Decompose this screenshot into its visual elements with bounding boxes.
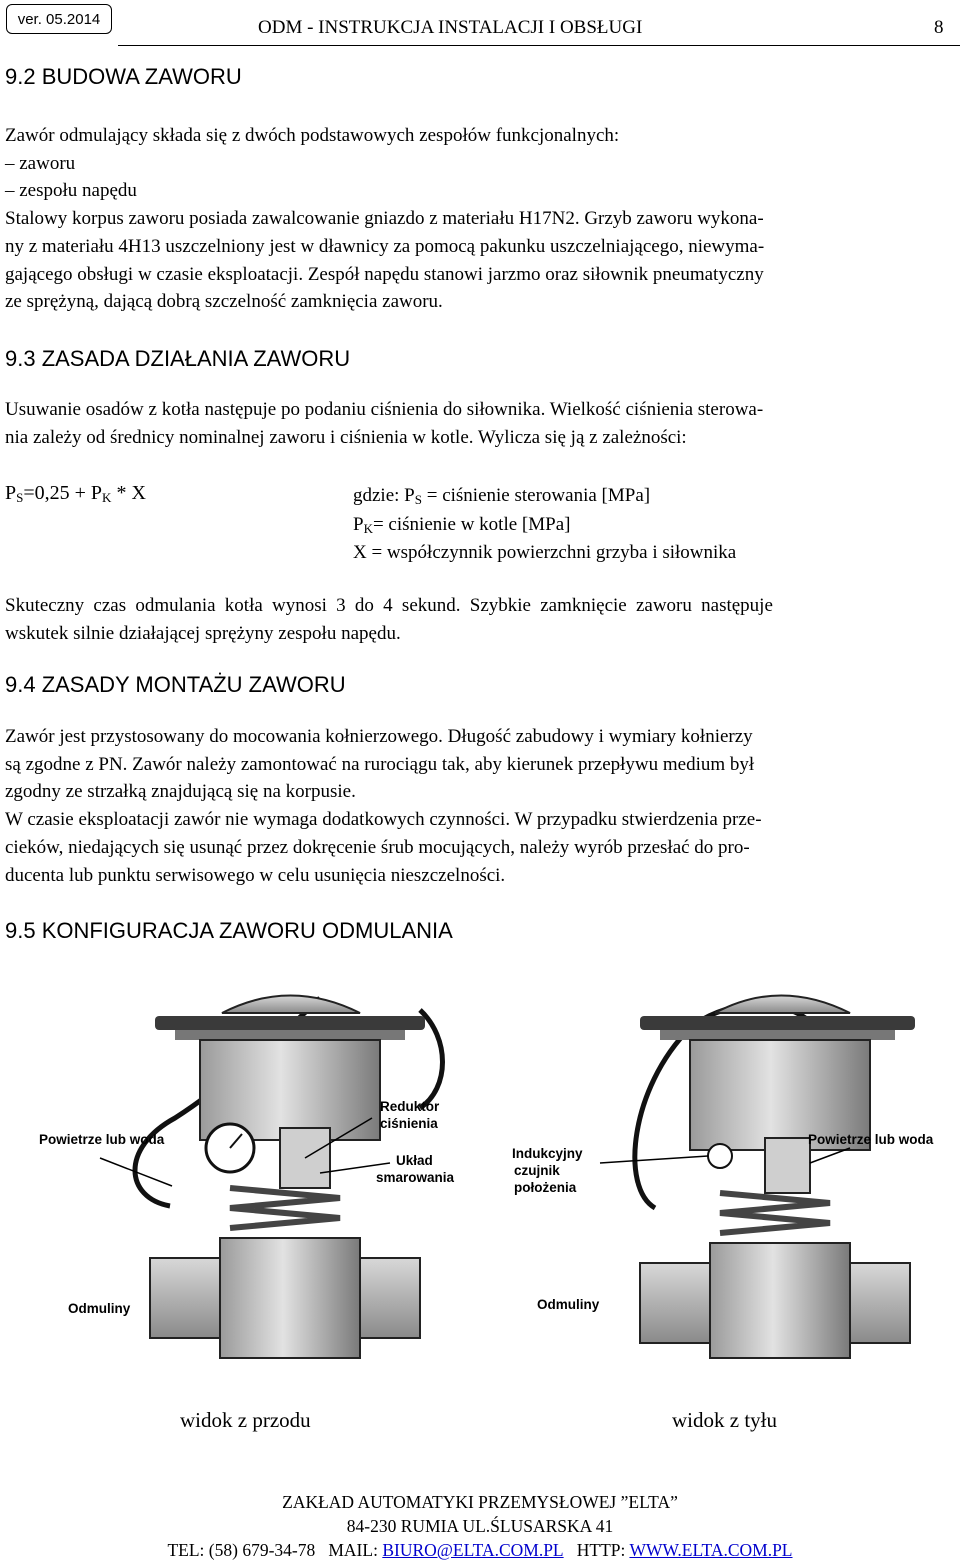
legend-text: gdzie: P (353, 485, 415, 506)
paragraph-line: wskutek silnie działającej sprężyny zespołu napędu. (5, 622, 401, 644)
formula-legend (353, 482, 736, 568)
valve-configuration-figure (0, 958, 960, 1378)
back-valve-body (710, 1243, 850, 1358)
front-actuator-flange (155, 1016, 425, 1030)
page-number: 8 (934, 17, 944, 38)
formula-sub-s: S (16, 490, 24, 505)
leader-sensor (600, 1156, 708, 1163)
footer-http-label: HTTP: (576, 1540, 626, 1560)
label-drain-front: Odmuliny (68, 1301, 131, 1316)
formula-end: * X (111, 482, 146, 504)
back-actuator-dome (715, 996, 850, 1014)
footer-mail-label: MAIL: (328, 1540, 378, 1560)
paragraph-line: cieków, niedających się usunąć przez dokręcenie śrub mocujących, należy wyrób przesłać do pro- (5, 836, 750, 858)
back-actuator-flange (640, 1016, 915, 1030)
section-9-4-body (5, 723, 955, 889)
document-title: ODM - INSTRUKCJA INSTALACJI I OBSŁUGI (258, 17, 643, 38)
formula-p: P (5, 482, 17, 504)
legend-line-x: X = współczynnik powierzchni grzyba i siłownika (353, 542, 737, 563)
label-air-front: Powietrze lub woda (39, 1132, 165, 1147)
front-actuator-ring (175, 1030, 405, 1040)
footer-www-link[interactable]: WWW.ELTA.COM.PL (629, 1540, 793, 1560)
label-lubrication-line1: Układ (396, 1153, 433, 1168)
footer-address: 84-230 RUMIA UL.ŚLUSARSKA 41 (346, 1516, 614, 1536)
pressure-formula (5, 482, 146, 505)
paragraph-line: ny z materiału 4H13 uszczelniony jest w dławnicy za pomocą pakunku uszczelniającego, niewyma- (5, 235, 765, 257)
paragraph-line: Zawór odmulający składa się z dwóch podstawowych zespołów funkcjonalnych: (5, 125, 620, 146)
header-divider (118, 45, 960, 46)
section-9-3-after (5, 592, 955, 647)
caption-back-view: widok z tyłu (672, 1408, 777, 1432)
paragraph-line: ze sprężyną, dającą dobrą szczelność zamknięcia zaworu. (5, 291, 443, 313)
formula-mid: =0,25 + P (23, 482, 103, 504)
footer-mail-link[interactable]: BIURO@ELTA.COM.PL (382, 1540, 564, 1560)
legend-sub: K (363, 520, 373, 536)
label-reducer-line2: ciśnienia (380, 1116, 438, 1131)
front-flange-left (150, 1258, 220, 1338)
back-spring (720, 1193, 830, 1233)
footer-tel: TEL: (58) 679-34-78 (167, 1540, 316, 1560)
front-spring (230, 1188, 340, 1228)
position-sensor (708, 1144, 732, 1168)
paragraph-line: Zawór jest przystosowany do mocowania kołnierzowego. Długość zabudowy i wymiary kołnierzy (5, 726, 753, 747)
paragraph-line: nia zależy od średnicy nominalnej zaworu i ciśnienia w kotle. Wylicza się ją z zależności: (5, 426, 687, 448)
heading-9-5: 9.5 KONFIGURACJA ZAWORU ODMULANIA (5, 918, 453, 943)
legend-text: = ciśnienie w kotle [MPa] (372, 513, 571, 535)
back-flange-left (640, 1263, 710, 1343)
label-air-back: Powietrze lub woda (808, 1132, 934, 1147)
front-flange-right (360, 1258, 420, 1338)
section-9-3-body (5, 396, 955, 451)
heading-9-3: 9.3 ZASADA DZIAŁANIA ZAWORU (5, 346, 351, 371)
label-reducer-line1: Reduktor (380, 1099, 440, 1114)
paragraph-line: Usuwanie osadów z kotła następuje po podaniu ciśnienia do siłownika. Wielkość ciśnienia sterowa- (5, 399, 764, 420)
front-actuator-dome (222, 996, 360, 1014)
label-sensor-line2: czujnik (514, 1163, 560, 1178)
footer-contact (0, 1540, 960, 1561)
heading-9-4: 9.4 ZASADY MONTAŻU ZAWORU (5, 672, 346, 697)
legend-text: = ciśnienie sterowania [MPa] (421, 485, 651, 506)
legend-text: P (353, 513, 364, 535)
paragraph-line: W czasie eksploatacji zawór nie wymaga dodatkowych czynności. W przypadku stwierdzenia prze- (5, 809, 762, 831)
back-valve-block (765, 1138, 810, 1193)
paragraph-line: gającego obsługi w czasie eksploatacji. Zespół napędu stanowi jarzmo oraz siłownik pneumatyczny (5, 263, 764, 285)
section-9-2-body (5, 122, 955, 316)
back-view-valve (600, 996, 915, 1359)
label-sensor-line3: położenia (514, 1180, 577, 1195)
footer-company: ZAKŁAD AUTOMATYKI PRZEMYSŁOWEJ ”ELTA” (282, 1492, 678, 1512)
paragraph-line: ducenta lub punktu serwisowego w celu usunięcia nieszczelności. (5, 864, 506, 886)
list-item: – zaworu (5, 152, 76, 174)
legend-line-pk (353, 511, 736, 540)
label-lubrication-line2: smarowania (376, 1170, 455, 1185)
paragraph-line: Skuteczny czas odmulania kotła wynosi 3 do 4 sekund. Szybkie zamknięcie zaworu następuje (5, 595, 773, 616)
back-actuator-ring (660, 1030, 895, 1040)
heading-9-2: 9.2 BUDOWA ZAWORU (5, 64, 242, 89)
paragraph-line: zgodny ze strzałką znajdującą się na korpusie. (5, 781, 356, 803)
label-sensor-line1: Indukcyjny (512, 1146, 583, 1161)
caption-front-view: widok z przodu (180, 1408, 311, 1432)
legend-line-ps (353, 482, 736, 511)
front-valve-body (220, 1238, 360, 1358)
paragraph-line: Stalowy korpus zaworu posiada zawalcowanie gniazdo z materiału H17N2. Grzyb zaworu wykona- (5, 208, 764, 230)
label-drain-back: Odmuliny (537, 1297, 600, 1312)
formula-sub-k: K (102, 490, 112, 505)
legend-sub: S (414, 492, 422, 507)
version-badge: ver. 05.2014 (6, 4, 112, 34)
list-item: – zespołu napędu (5, 180, 137, 202)
paragraph-line: są zgodne z PN. Zawór należy zamontować na rurociągu tak, aby kierunek przepływu medium był (5, 753, 755, 775)
back-flange-right (850, 1263, 910, 1343)
